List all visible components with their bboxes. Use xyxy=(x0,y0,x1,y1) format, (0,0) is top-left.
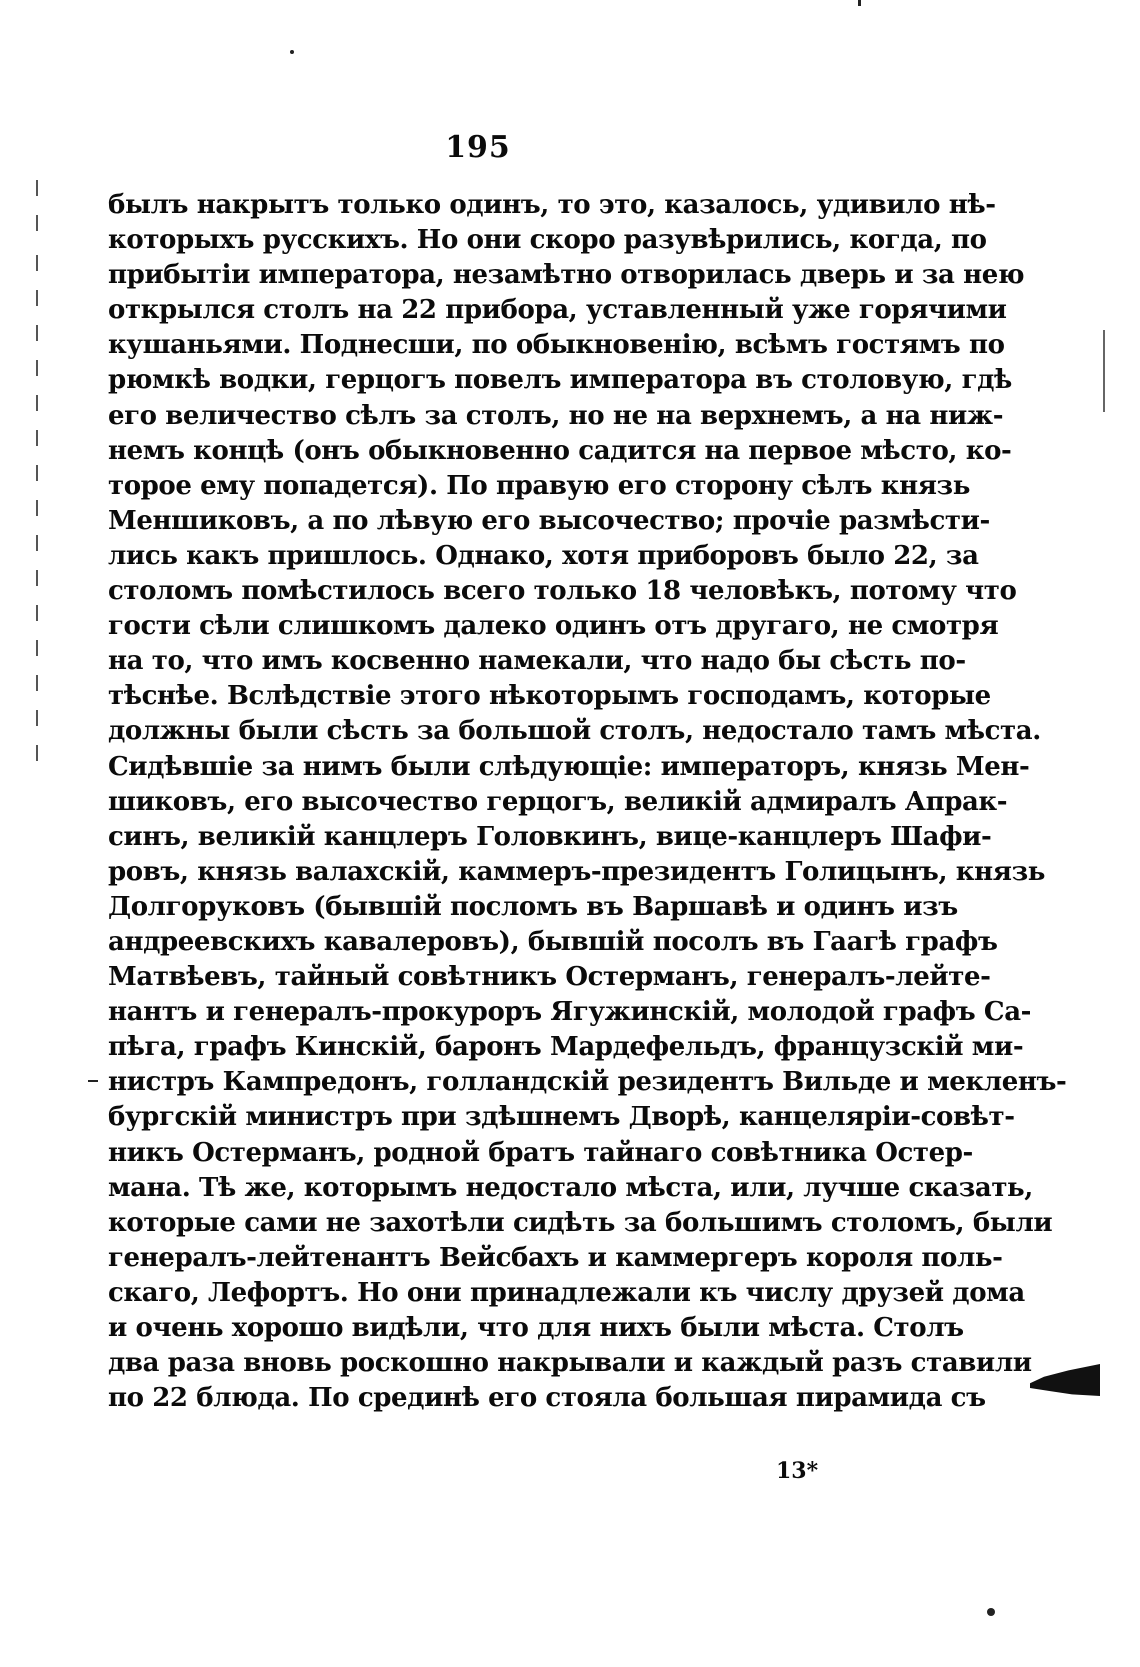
text-line: и очень хорошо видѣли, что для нихъ были мѣста. Столъ xyxy=(108,1313,964,1343)
scan-artifact xyxy=(36,360,38,376)
text-line: Сидѣвшіе за нимъ были слѣдующіе: императоръ, князь Мен- xyxy=(108,751,1030,782)
scan-artifact xyxy=(36,430,38,446)
scan-artifact xyxy=(36,745,38,761)
text-line: должны были сѣсть за большой столъ, недостало тамъ мѣста. xyxy=(108,716,1041,747)
text-line: Матвѣевъ, тайный совѣтникъ Остерманъ, генералъ-лейте- xyxy=(108,962,991,993)
scan-artifact xyxy=(36,675,38,691)
scan-artifact xyxy=(36,290,38,306)
text-line: пѣга, графъ Кинскій, баронъ Мардефельдъ, французскій ми- xyxy=(108,1032,1024,1063)
text-line: открылся столъ на 22 прибора, уставленный уже горячими xyxy=(108,295,1007,326)
text-line: тѣснѣе. Вслѣдствіе этого нѣкоторымъ господамъ, которые xyxy=(108,681,991,712)
text-line: два раза вновь роскошно накрывали и каждый разъ ставили xyxy=(108,1348,1032,1379)
scan-artifact xyxy=(36,500,38,516)
text-line: мана. Тѣ же, которымъ недостало мѣста, или, лучше сказать, xyxy=(108,1172,1033,1203)
scan-dot xyxy=(987,1608,995,1616)
signature-mark: 13* xyxy=(776,1458,819,1484)
text-line: бургскій министръ при здѣшнемъ Дворѣ, канцеляріи-совѣт- xyxy=(108,1102,1015,1133)
scan-artifact xyxy=(36,710,38,726)
text-line: которые сами не захотѣли сидѣть за большимъ столомъ, были xyxy=(108,1207,1053,1238)
scan-artifact xyxy=(36,395,38,411)
body-text xyxy=(108,188,1067,1416)
scan-artifact xyxy=(36,605,38,621)
text-line: нантъ и генералъ-прокуроръ Ягужинскій, молодой графъ Са- xyxy=(108,997,1032,1028)
scan-artifact xyxy=(1103,330,1105,412)
text-line: на то, что имъ косвенно намекали, что надо бы сѣсть по- xyxy=(108,646,966,677)
scan-artifact xyxy=(36,640,38,656)
text-line: Долгоруковъ (бывшій посломъ въ Варшавѣ и одинъ изъ xyxy=(108,891,958,922)
scan-artifact xyxy=(36,255,38,271)
text-line: которыхъ русскихъ. Но они скоро разувѣрились, когда, по xyxy=(108,225,987,256)
scan-artifact xyxy=(36,215,38,231)
text-line: генералъ-лейтенантъ Вейсбахъ и каммергеръ короля поль- xyxy=(108,1242,1003,1273)
text-line: гости сѣли слишкомъ далеко одинъ отъ другаго, не смотря xyxy=(108,611,999,642)
text-line: нистръ Кампредонъ, голландскій резидентъ Вильде и мекленъ- xyxy=(108,1067,1067,1098)
text-line: по 22 блюда. По срединѣ его стояла большая пирамида съ xyxy=(108,1383,986,1414)
text-line: былъ накрытъ только одинъ, то это, казалось, удивило нѣ- xyxy=(108,190,996,220)
text-line: скаго, Лефортъ. Но они принадлежали къ числу друзей дома xyxy=(108,1277,1025,1308)
text-line: Меншиковъ, а по лѣвую его высочество; прочіе размѣсти- xyxy=(108,505,990,536)
page-number: 195 xyxy=(445,130,511,165)
scan-artifact xyxy=(36,535,38,551)
text-line: лись какъ пришлось. Однако, хотя приборовъ было 22, за xyxy=(108,540,979,571)
text-line: никъ Остерманъ, родной братъ тайнаго совѣтника Остер- xyxy=(108,1137,973,1168)
text-line: торое ему попадется). По правую его сторону сѣлъ князь xyxy=(108,470,970,501)
scan-artifact xyxy=(36,180,38,196)
text-line: кушаньями. Поднесши, по обыкновенію, всѣмъ гостямъ по xyxy=(108,330,1005,361)
text-line: столомъ помѣстилось всего только 18 человѣкъ, потому что xyxy=(108,576,1017,607)
scan-artifact xyxy=(858,0,861,6)
text-line: прибытіи императора, незамѣтно отворилась дверь и за нею xyxy=(108,260,1025,291)
text-line: немъ концѣ (онъ обыкновенно садится на первое мѣсто, ко- xyxy=(108,435,1012,466)
text-line: андреевскихъ кавалеровъ), бывшій посолъ въ Гаагѣ графъ xyxy=(108,926,998,957)
scan-dot xyxy=(290,50,294,54)
scan-artifact xyxy=(36,325,38,341)
scan-artifact xyxy=(36,465,38,481)
text-line: ровъ, князь валахскій, каммеръ-президентъ Голицынъ, князь xyxy=(108,856,1046,887)
text-line: его величество сѣлъ за столъ, но не на верхнемъ, а на ниж- xyxy=(108,400,1004,431)
scan-artifact xyxy=(36,570,38,586)
scan-artifact xyxy=(88,1080,98,1082)
ink-blot xyxy=(1030,1364,1100,1396)
text-line: рюмкѣ водки, герцогъ повелъ императора въ столовую, гдѣ xyxy=(108,365,1012,396)
text-line: синъ, великій канцлеръ Головкинъ, вице-канцлеръ Шафи- xyxy=(108,821,992,852)
text-line: шиковъ, его высочество герцогъ, великій адмиралъ Апрак- xyxy=(108,786,1008,817)
